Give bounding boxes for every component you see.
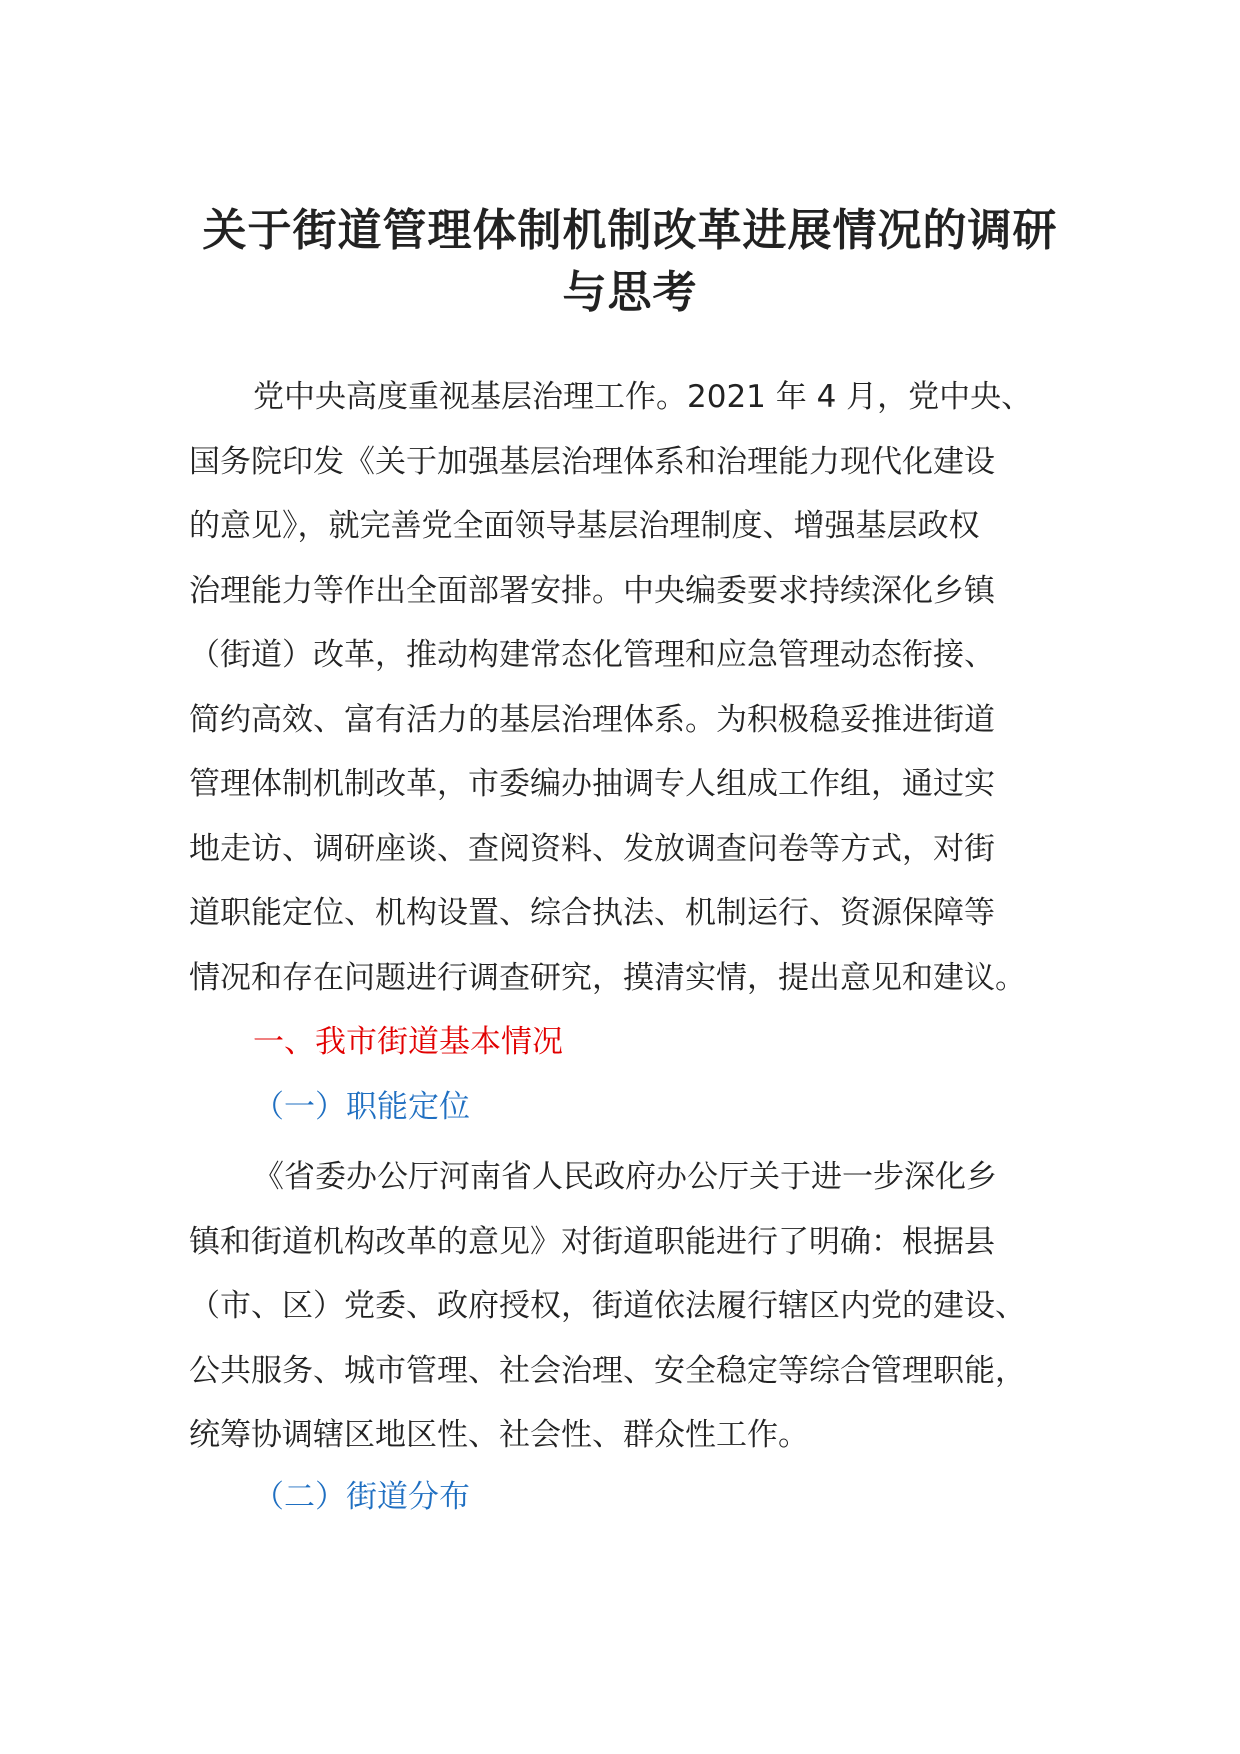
- paragraph-line: （市、区）党委、政府授权，街道依法履行辖区内党的建设、: [189, 1288, 1026, 1324]
- paragraph-line: 地走访、调研座谈、查阅资料、发放调查问卷等方式，对街: [189, 830, 995, 867]
- paragraph-line: 公共服务、城市管理、社会治理、安全稳定等综合管理职能，: [189, 1352, 1026, 1389]
- paragraph-line: 《省委办公厅河南省人民政府办公厅关于进一步深化乡: [253, 1159, 997, 1195]
- subsection-heading: （一）职能定位: [253, 1089, 470, 1125]
- function-paragraph: [189, 1145, 1049, 1468]
- paragraph-line: 镇和街道机构改革的意见》对街道职能进行了明确：根据县: [189, 1223, 995, 1260]
- paragraph-line: （街道）改革，推动构建常态化管理和应急管理动态衔接、: [189, 637, 995, 673]
- document-title: [190, 200, 1070, 324]
- subsection-heading: （二）街道分布: [253, 1479, 470, 1515]
- paragraph-line: 国务院印发《关于加强基层治理体系和治理能力现代化建设: [189, 443, 995, 480]
- paragraph-line: 情况和存在问题进行调查研究，摸清实情，提出意见和建议。: [189, 959, 1026, 996]
- intro-paragraph: [189, 365, 1049, 1010]
- paragraph-line: 治理能力等作出全面部署安排。中央编委要求持续深化乡镇: [189, 572, 995, 609]
- paragraph-line: 统筹协调辖区地区性、社会性、群众性工作。: [189, 1417, 809, 1453]
- title-line: 关于街道管理体制机制改革进展情况的调研: [202, 205, 1058, 256]
- paragraph-line: 道职能定位、机构设置、综合执法、机制运行、资源保障等: [189, 895, 995, 931]
- paragraph-line: 管理体制机制改革，市委编办抽调专人组成工作组，通过实: [189, 766, 995, 802]
- paragraph-line: 简约高效、富有活力的基层治理体系。为积极稳妥推进街道: [189, 701, 995, 738]
- title-line: 与思考: [562, 267, 698, 318]
- section-heading: 一、我市街道基本情况: [253, 1024, 563, 1060]
- paragraph-line: 的意见》，就完善党全面领导基层治理制度、增强基层政权: [189, 508, 980, 544]
- paragraph-line: 党中央高度重视基层治理工作。2021 年 4 月，党中央、: [253, 379, 1033, 415]
